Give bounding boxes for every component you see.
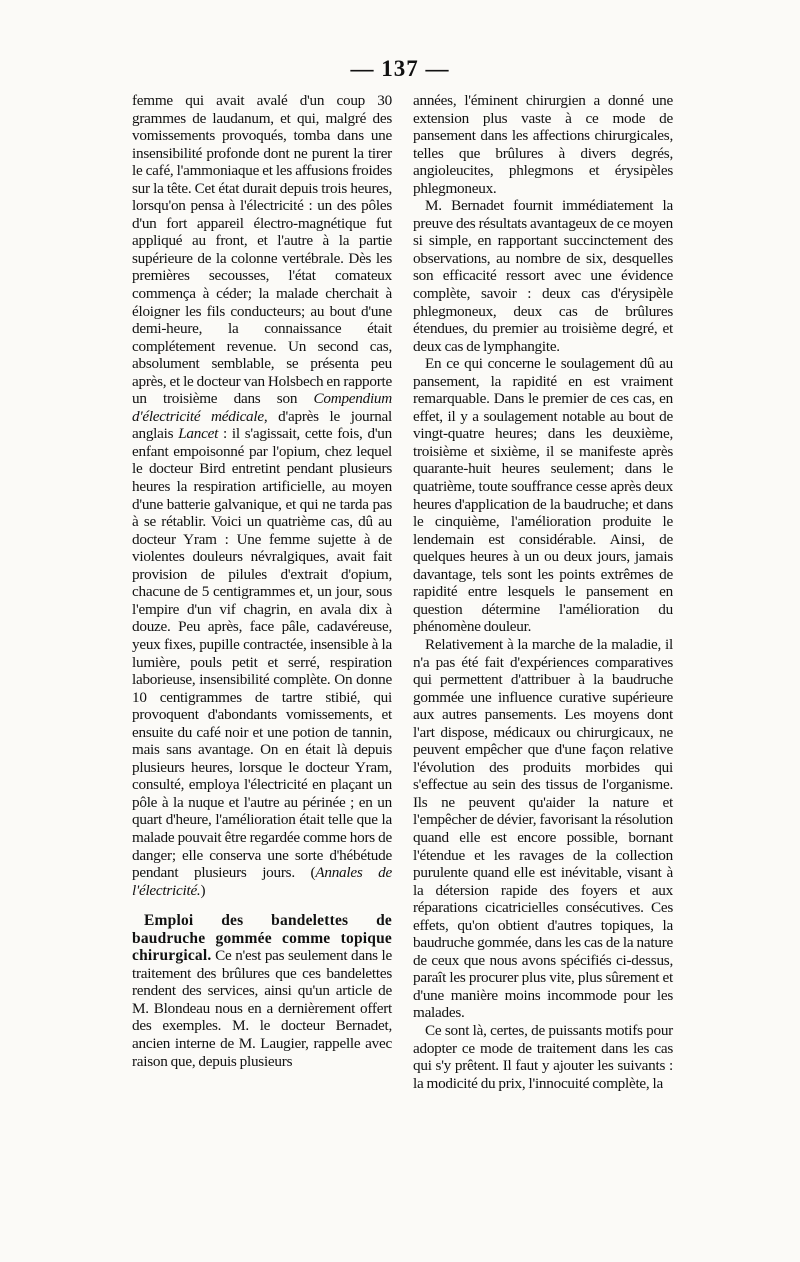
paragraph-disease-course: Relativement à la marche de la maladie, il n'a pas été fait d'expériences comparatives qui permettent d'attribuer à la baudruche gommée une influence curative supérieure aux autres pansements. Les moyens dont l'art dispose, médicaux ou chirurgicaux, ne peuvent empêcher que d'une façon relative l'évolution des produits morbides qui s'effectue au sein des tissus de l'organisme. Ils ne peuvent qu'aider la nature et l'empêcher de dévier, favorisant la résolution quand elle est encore possible, bornant l'étendue et les ravages de la collection purulente quand elle est inévitable, visant à la détersion rapide des foyers et aux réparations cicatricielles consécutives. Ces effets, qu'on obtient d'autres topiques, la baudruche gommée, dans les cas de la nature de ceux que nous avons spécifiés ci-dessus, paraît les procurer plus vite, plus sûrement et d'une manière moins incommode pour les malades.: [413, 635, 673, 1022]
source-citation: Annales de l'électricité.: [132, 864, 393, 899]
paragraph-continuation: années, l'éminent chirurgien a donné une extension plus vaste à ce mode de pansement dans les affections chirurgicales, telles que brûlures à divers degrés, angioleucites, phlegmons et érysipèles phlegmoneux.: [413, 92, 673, 197]
right-column: [413, 92, 673, 1092]
left-column: [132, 92, 392, 1070]
text-run: ): [200, 881, 206, 899]
paragraph-relief: En ce qui concerne le soulagement dû au pansement, la rapidité en est vraiment remarquable. Dans le premier de ces cas, en effet, il y a soulagement notable au bout de vingt-quatre heures; dans les deuxième, troisième et sixième, il se manifeste après quarante-huit heures seulement; dans le quatrième, toute souffrance cesse après deux heures d'application de la baudruche; et dans le cinquième, l'amélioration produite le lendemain est considérable. Ainsi, de quelques heures à un ou deux jours, jamais davantage, tels sont les points extrêmes de rapidité entre lesquels le pansement en question détermine l'amélioration du phénomène douleur.: [413, 355, 673, 636]
text-run: , d'après le journal anglais: [132, 407, 393, 443]
text-run: femme qui avait avalé d'un coup 30 grammes de laudanum, et qui, malgré des vomissements provoqués, tomba dans une insensibilité profonde dont ne purent la tirer le café, l'ammoniaque et les affusions froides sur la tête. Cet état durait depuis trois heures, lorsqu'on pensa à l'électricité : un des pôles d'un fort appareil électro-magnétique fut appliqué au front, et l'autre à la partie supérieure de la colonne vertébrale. Dès les premières secousses, l'état comateux commença à céder; la malade cherchait à éloigner les fils conducteurs; au bout d'une demi-heure, la connaissance était complétement revenue. Un second cas, absolument semblable, se présenta peu après, et le docteur van Holsbech en rapporte un troisième dans son: [132, 92, 392, 408]
paragraph-bernadet: M. Bernadet fournit immédiatement la preuve des résultats avantageux de ce moyen si simple, en rapportant succinctement des observations, au nombre de six, desquelles son efficacité ressort avec une évidence complète, savoir : deux cas d'érysipèle phlegmoneux, deux cas de brûlures étendues, du premier au troisième degré, et deux cas de lymphangite.: [413, 197, 673, 355]
book-title: Compendium d'électricité médicale: [132, 390, 392, 425]
journal-title: Lancet: [178, 425, 219, 443]
paragraph-baudruche-intro: [132, 912, 392, 1070]
paragraph-motives: Ce sont là, certes, de puissants motifs pour adopter ce mode de traitement dans les cas qui s'y prêtent. Il faut y ajouter les suivants : la modicité du prix, l'innocuité complète, la: [413, 1021, 673, 1092]
page-number: — 137 —: [350, 56, 450, 81]
section-heading: Emploi des bandelettes de baudruche gommée comme topique chirurgical.: [132, 912, 392, 965]
paragraph-electricity-cases: [132, 92, 392, 899]
text-run: Ce n'est pas seulement dans le traitement des brûlures que ces bandelettes rendent des services, ainsi qu'un article de M. Blondeau nous en a dernièrement offert des exemples. M. le docteur Bernadet, ancien interne de M. Laugier, rappelle avec raison que, depuis plusieurs: [132, 947, 392, 1070]
text-run: : il s'agissait, cette fois, d'un enfant empoisonné par l'opium, chez lequel le docteur Bird entretint pendant plusieurs heures la respiration artificielle, au moyen d'une batterie galvanique, et qui ne tarda pas à se rétablir. Voici un quatrième cas, dû au docteur Yram : Une femme sujette à de violentes douleurs névralgiques, avait fait provision de pilules d'extrait d'opium, chacune de 5 centigrammes et, un jour, sous l'empire d'un vif chagrin, en avala dix à douze. Peu après, face pâle, cadavéreuse, yeux fixes, pupille contractée, insensible à la lumière, pouls petit et serré, respiration laborieuse, insensibilité complète. On donne 10 centigrammes de tartre stibié, qui provoquent d'abondants vomissements, et ensuite du café noir et une potion de tannin, mais sans avantage. On en était là depuis plusieurs heures, lorsque le docteur Yram, consulté, employa l'électricité en plaçant un pôle à la nuque et l'autre au périnée ; en un quart d'heure, l'amélioration était telle que la malade pouvait être regardée comme hors de danger; elle conserva une sorte d'hébétude pendant plusieurs jours. (: [132, 425, 392, 882]
